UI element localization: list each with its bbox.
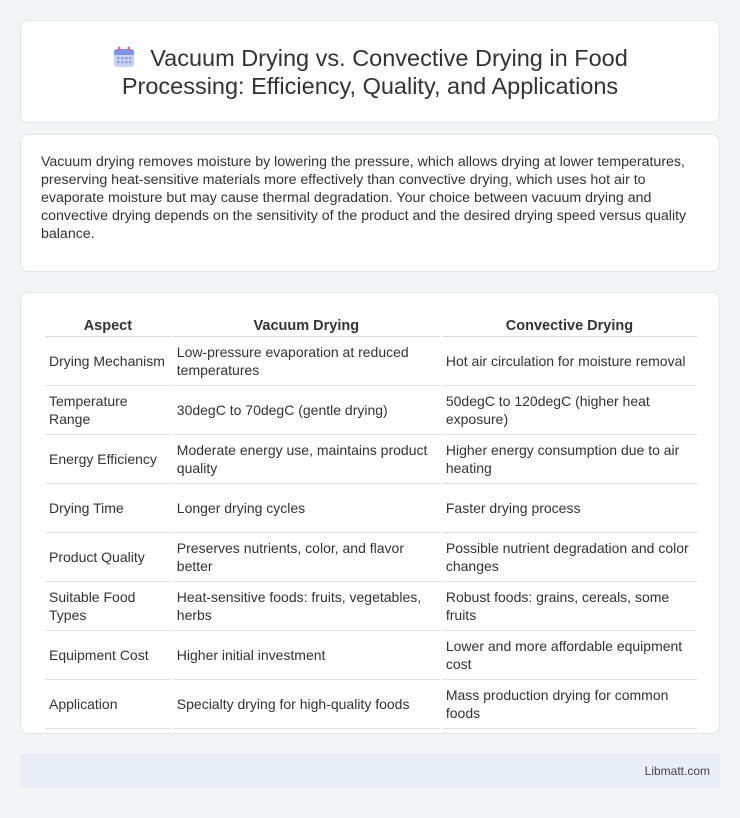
column-header-vacuum-drying: Vacuum Drying — [173, 313, 440, 337]
table-row — [45, 435, 697, 484]
calendar-icon — [112, 45, 136, 69]
table-cell: Robust foods: grains, cereals, some fruits — [442, 582, 697, 631]
table-cell: Preserves nutrients, color, and flavor better — [173, 533, 440, 582]
table-cell: Hot air circulation for moisture removal — [442, 337, 697, 386]
table-row — [45, 533, 697, 582]
table-cell: 30degC to 70degC (gentle drying) — [173, 386, 440, 435]
table-cell: Application — [45, 680, 171, 729]
table-cell: Drying Mechanism — [45, 337, 171, 386]
table-cell: Lower and more affordable equipment cost — [442, 631, 697, 680]
column-header-convective-drying: Convective Drying — [442, 313, 697, 337]
table-cell: 50degC to 120degC (higher heat exposure) — [442, 386, 697, 435]
table-header-row — [45, 313, 697, 337]
table-cell: Suitable Food Types — [45, 582, 171, 631]
table-cell: Moderate energy use, maintains product quality — [173, 435, 440, 484]
table-cell: Heat-sensitive foods: fruits, vegetables, herbs — [173, 582, 440, 631]
table-cell: Specialty drying for high-quality foods — [173, 680, 440, 729]
title-card — [20, 20, 720, 123]
table-cell: Drying Time — [45, 484, 171, 533]
table-cell: Temperature Range — [45, 386, 171, 435]
page-title-text: Vacuum Drying vs. Convective Drying in Food Processing: Efficiency, Quality, and Applications — [121, 44, 628, 99]
column-header-aspect: Aspect — [45, 313, 171, 337]
table-row — [45, 631, 697, 680]
table-row — [45, 386, 697, 435]
footer — [20, 754, 720, 788]
comparison-table-card — [20, 292, 720, 734]
page-title — [51, 44, 689, 100]
intro-paragraph: Vacuum drying removes moisture by lowering the pressure, which allows drying at lower temperatures, preserving heat-sensitive materials more effectively than convective drying, which uses hot air to evaporate moisture but may cause thermal degradation. Your choice between vacuum drying and convective drying depends on the sensitivity of the product and the desired drying speed versus quality balance. — [41, 154, 687, 242]
table-cell: Higher energy consumption due to air heating — [442, 435, 697, 484]
table-cell: Product Quality — [45, 533, 171, 582]
intro-card — [20, 134, 720, 272]
table-row — [45, 582, 697, 631]
table-cell: Higher initial investment — [173, 631, 440, 680]
footer-brand[interactable]: Libmatt.com — [644, 764, 710, 778]
table-cell: Possible nutrient degradation and color changes — [442, 533, 697, 582]
table-cell: Equipment Cost — [45, 631, 171, 680]
table-cell: Longer drying cycles — [173, 484, 440, 533]
table-cell: Low-pressure evaporation at reduced temperatures — [173, 337, 440, 386]
table-row — [45, 484, 697, 533]
table-cell: Faster drying process — [442, 484, 697, 533]
table-cell: Mass production drying for common foods — [442, 680, 697, 729]
comparison-table — [43, 313, 699, 729]
table-row — [45, 337, 697, 386]
table-row — [45, 680, 697, 729]
table-cell: Energy Efficiency — [45, 435, 171, 484]
